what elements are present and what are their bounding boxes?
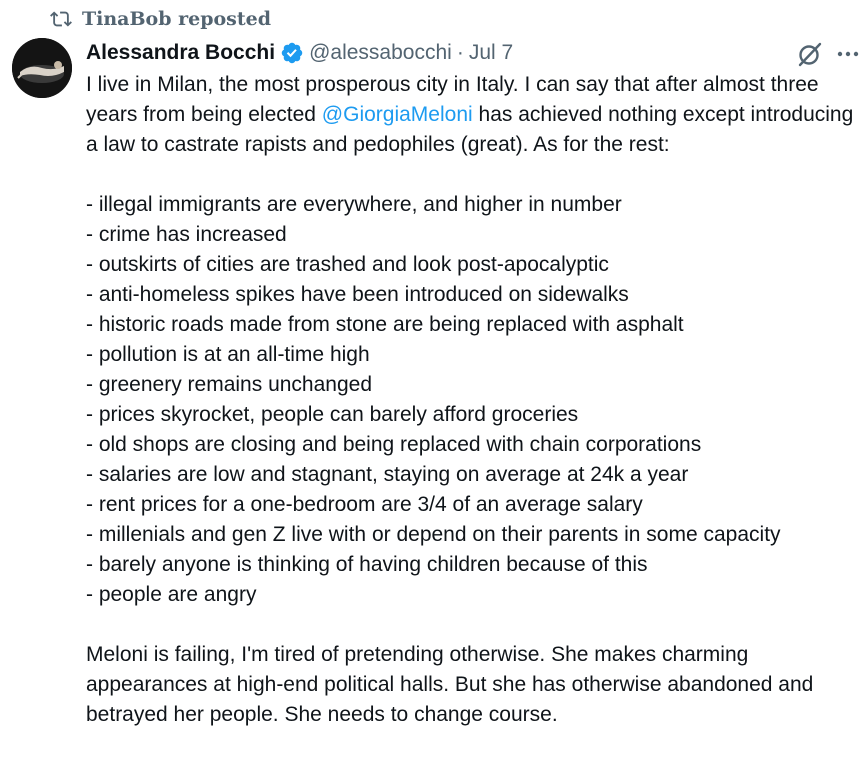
verified-badge-icon[interactable]	[280, 41, 304, 65]
header-actions	[796, 40, 860, 68]
list-item: - people are angry	[86, 583, 257, 606]
list-item: - outskirts of cities are trashed and look post-apocalyptic	[86, 253, 609, 276]
list-item: - illegal immigrants are everywhere, and higher in number	[86, 193, 622, 216]
display-name[interactable]: Alessandra Bocchi	[86, 41, 276, 64]
list-item: - old shops are closing and being replaced with chain corporations	[86, 433, 702, 456]
list-item: - pollution is at an all-time high	[86, 343, 370, 366]
tweet-body	[86, 70, 861, 730]
separator-dot: ·	[456, 41, 464, 64]
repost-icon	[50, 8, 72, 30]
complaint-list	[86, 190, 861, 610]
tweet-date[interactable]: Jul 7	[468, 41, 514, 64]
avatar[interactable]	[12, 38, 72, 98]
list-item: - historic roads made from stone are being replaced with asphalt	[86, 313, 684, 336]
intro-text-before: I live in Milan, the most prosperous city in Italy. I can say that after almost three years from being elected	[86, 73, 819, 126]
more-icon[interactable]	[836, 42, 860, 66]
intro-text-after: has achieved nothing except introducing a law to castrate rapists and pedophiles (great). As for the rest:	[86, 103, 854, 156]
grok-icon[interactable]	[796, 40, 824, 68]
handle[interactable]: @alessabocchi	[309, 41, 452, 64]
list-item: - crime has increased	[86, 223, 287, 246]
mention-link[interactable]: @GiorgiaMeloni	[321, 103, 473, 126]
list-item: - rent prices for a one-bedroom are 3/4 of an average salary	[86, 493, 643, 516]
paragraph-gap	[86, 160, 861, 190]
list-item: - millenials and gen Z live with or depend on their parents in some capacity	[86, 523, 781, 546]
list-item: - barely anyone is thinking of having children because of this	[86, 553, 648, 576]
closing-paragraph: Meloni is failing, I'm tired of pretending otherwise. She makes charming appearances at high-end political halls. But she has otherwise abandoned and betrayed her people. She needs to change course.	[86, 643, 814, 726]
list-item: - prices skyrocket, people can barely afford groceries	[86, 403, 579, 426]
repost-indicator[interactable]	[50, 6, 271, 32]
intro-paragraph	[86, 70, 861, 160]
list-item: - salaries are low and stagnant, staying on average at 24k a year	[86, 463, 689, 486]
list-item: - greenery remains unchanged	[86, 373, 373, 396]
tweet-header	[86, 38, 513, 68]
paragraph-gap	[86, 610, 861, 640]
list-item: - anti-homeless spikes have been introduced on sidewalks	[86, 283, 629, 306]
repost-label: TinaBob reposted	[82, 8, 272, 30]
